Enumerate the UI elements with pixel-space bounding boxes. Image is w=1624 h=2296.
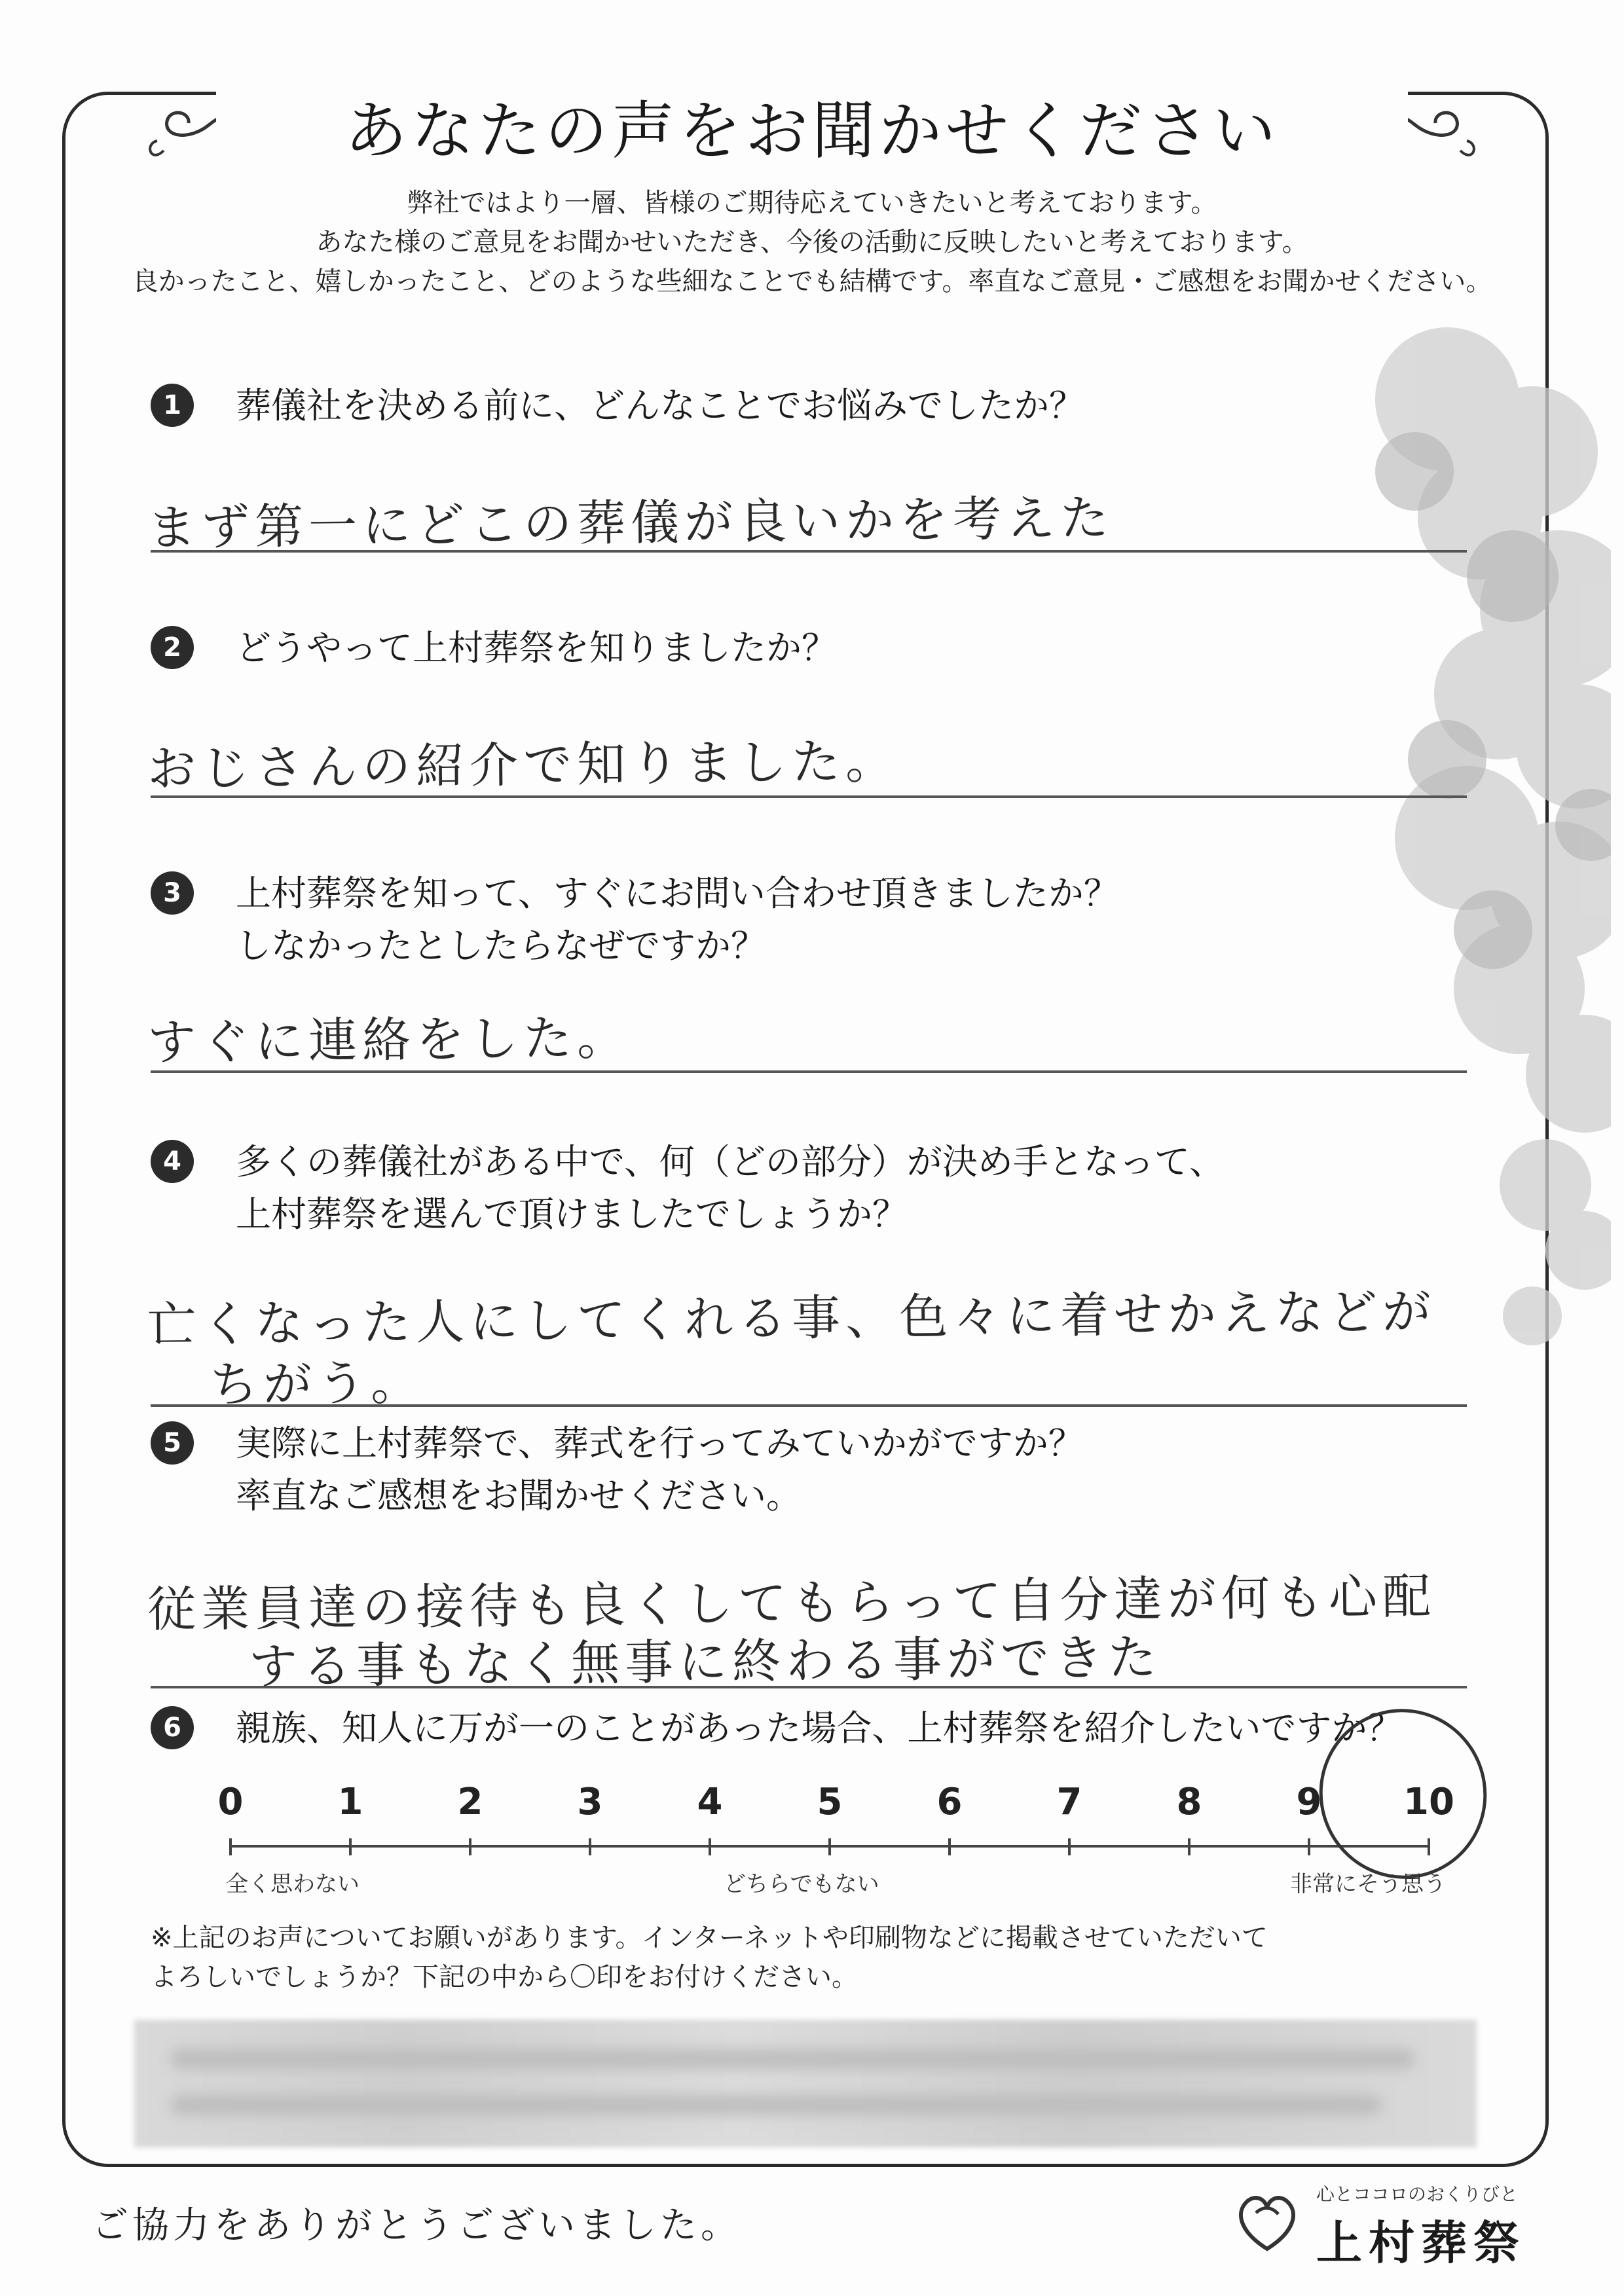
scale-number[interactable]: 1 — [337, 1781, 363, 1823]
intro-line: 弊社ではより一層、皆様のご期待応えていきたいと考えております。 — [407, 188, 1217, 218]
answer-line — [151, 1686, 1467, 1688]
question-text: 上村葬祭を知って、すぐにお問い合わせ頂きましたか？ — [236, 873, 1119, 914]
scale-number[interactable]: 5 — [817, 1781, 843, 1823]
scale-tick — [1068, 1838, 1071, 1855]
logo-tagline: 心とココロのおくりびと — [1316, 2183, 1519, 2205]
question-number: 1 — [151, 384, 194, 427]
question-text: 葬儀社を決める前に、どんなことでお悩みでしたか？ — [236, 385, 1084, 426]
scale-number[interactable]: 9 — [1296, 1781, 1322, 1823]
scale-tick — [948, 1838, 951, 1855]
answer-line — [151, 1404, 1467, 1407]
question-text: 多くの葬儀社がある中で、何（どの部分）が決め手となって、 — [236, 1141, 1225, 1182]
question-number: 6 — [151, 1706, 194, 1749]
scale-number[interactable]: 0 — [217, 1781, 244, 1823]
logo-name: 上村葬祭 — [1316, 2216, 1526, 2270]
scale-number[interactable]: 3 — [577, 1781, 603, 1823]
title-banner — [216, 79, 1408, 183]
question-text: 親族、知人に万が一のことがあった場合、上村葬祭を紹介したいですか？ — [236, 1707, 1403, 1749]
answer-4-line-1: 亡くなった人にしてくれる事、色々に着せかえなどが — [147, 1283, 1437, 1354]
thanks-text: ご協力をありがとうございました。 — [92, 2204, 741, 2247]
redacted-row — [170, 2095, 1382, 2115]
answer-5-line-1: 従業員達の接待も良くしてもらって自分達が何も心配 — [147, 1568, 1437, 1639]
clover-decoration-icon — [1283, 301, 1611, 1414]
company-logo — [1218, 2180, 1545, 2270]
scale-label-low: 全く思わない — [226, 1871, 360, 1897]
scale-number[interactable]: 8 — [1176, 1781, 1202, 1823]
question-text: 上村葬祭を選んで頂けましたでしょうか？ — [236, 1194, 908, 1235]
answer-line — [151, 1070, 1467, 1073]
question-text: どうやって上村葬祭を知りましたか？ — [236, 627, 837, 668]
intro-line: あなた様のご意見をお聞かせいただき、今後の活動に反映したいと考えております。 — [316, 227, 1308, 257]
answer-5-line-2: する事もなく無事に終わる事ができた — [248, 1629, 1162, 1696]
heart-logo-icon — [1231, 2187, 1303, 2259]
answer-1: まず第一にどこの葬儀が良いかを考えた — [147, 490, 1115, 556]
scale-number[interactable]: 4 — [697, 1781, 723, 1823]
redacted-row — [170, 2049, 1414, 2069]
question-text: 実際に上村葬祭で、葬式を行ってみていかがですか？ — [236, 1423, 1084, 1464]
scale-label-mid: どちらでもない — [724, 1871, 879, 1897]
page-title: あなたの声をお聞かせください — [344, 94, 1280, 168]
question-number: 5 — [151, 1421, 194, 1465]
answer-4-line-2: ちがう。 — [209, 1355, 425, 1413]
question-text: 率直なご感想をお聞かせください。 — [236, 1475, 802, 1516]
scale-tick — [589, 1838, 591, 1855]
scale-number[interactable]: 7 — [1056, 1781, 1082, 1823]
note-line: よろしいでしょうか？下記の中から〇印をお付けください。 — [151, 1962, 858, 1992]
scale-tick — [229, 1838, 232, 1855]
scale-tick — [709, 1838, 711, 1855]
scale-tick — [349, 1838, 352, 1855]
scale-number[interactable]: 10 — [1403, 1781, 1454, 1823]
scale-number[interactable]: 2 — [457, 1781, 483, 1823]
scale-tick — [1188, 1838, 1190, 1855]
answer-3: すぐに連絡をした。 — [147, 1010, 631, 1071]
redacted-consent-area — [134, 2020, 1477, 2147]
intro-line: 良かったこと、嬉しかったこと、どのような些細なことでも結構です。率直なご意見・ご感想をお聞かせください。 — [132, 266, 1492, 297]
question-text: しなかったとしたらなぜですか？ — [236, 925, 766, 966]
answer-line — [151, 795, 1467, 798]
permission-note — [151, 1918, 1268, 1997]
scale-tick — [828, 1838, 831, 1855]
question-number: 2 — [151, 626, 194, 669]
scale-tick — [1308, 1838, 1310, 1855]
answer-line — [151, 550, 1467, 553]
question-number: 3 — [151, 871, 194, 915]
question-number: 4 — [151, 1140, 194, 1183]
scale-label-high: 非常にそう思う — [1290, 1871, 1446, 1897]
scale-number[interactable]: 6 — [936, 1781, 963, 1823]
note-line: ※上記のお声についてお願いがあります。インターネットや印刷物などに掲載させていただいて — [151, 1923, 1268, 1953]
rating-scale — [190, 1768, 1500, 1905]
scale-tick — [469, 1838, 471, 1855]
answer-2: おじさんの紹介で知りました。 — [147, 733, 900, 798]
intro-text — [131, 183, 1493, 301]
